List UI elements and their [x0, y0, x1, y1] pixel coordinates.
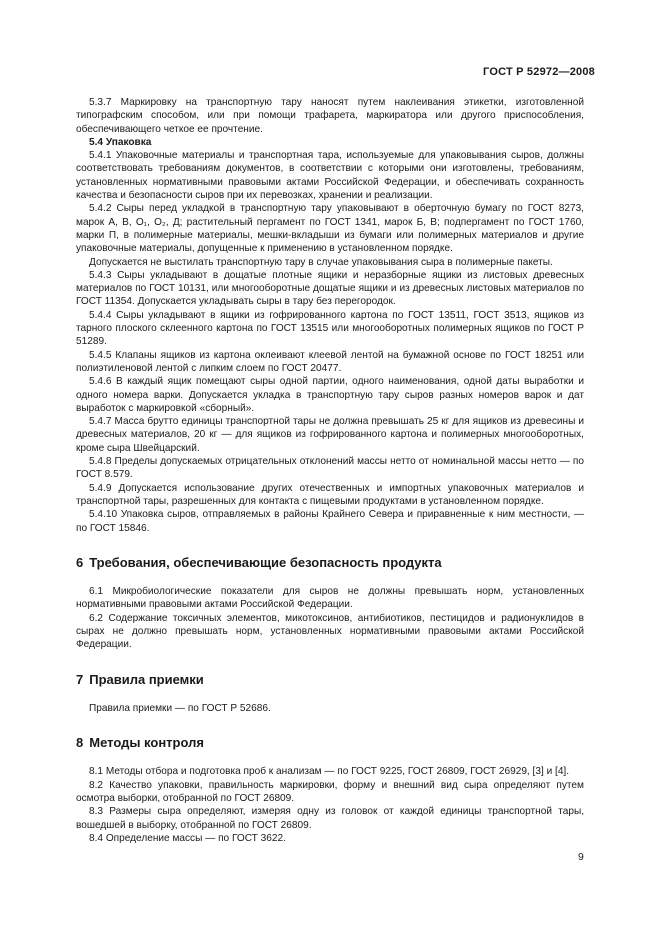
section-heading-7 — [76, 673, 584, 686]
standard-code: ГОСТ Р 52972—2008 — [483, 66, 595, 78]
paragraph-5-3-7: 5.3.7 Маркировку на транспортную тару наносят путем наклеивания этикетки, изготовленной типографским способом, или при помощи трафарета, маркиратора или другого приспособления, обеспечивающего четкое ее прочтение. — [76, 97, 584, 135]
section-number: 8 — [76, 735, 84, 751]
section-title: Методы контроля — [89, 735, 204, 751]
paragraph-5-4-8: 5.4.8 Пределы допускаемых отрицательных отклонений массы нетто от номинальной массы нетто — по ГОСТ 8.579. — [76, 456, 584, 481]
page-content — [76, 96, 584, 845]
paragraph-8-1: 8.1 Методы отбора и подготовка проб к анализам — по ГОСТ 9225, ГОСТ 26809, ГОСТ 26929, [3] и [4]. — [89, 766, 570, 778]
paragraph-5-4-4: 5.4.4 Сыры укладывают в ящики из гофрированного картона по ГОСТ 13511, ГОСТ 3513, ящиков из тарного плоского склеенного картона по ГОСТ 13515 или многооборотных полимерных ящиков по ГОСТ Р 51289. — [76, 309, 584, 348]
paragraph-5-4-6: 5.4.6 В каждый ящик помещают сыры одной партии, одного наименования, одной даты выработки и одного номера варки. Допускается укладка в транспортную тару сыров разных номеров варок и дат выработок с маркировкой «сборный». — [76, 376, 584, 414]
paragraph-6-2: 6.2 Содержание токсичных элементов, микотоксинов, антибиотиков, пестицидов и радионуклидов в сырах не должно превышать норм, установленных нормативными правовыми актами Российской Федерации. — [76, 612, 584, 651]
paragraph-5-4-9: 5.4.9 Допускается использование других отечественных и импортных упаковочных материалов и транспортной тары, разрешенных для контакта с пищевыми продуктами в установленном порядке. — [76, 482, 584, 507]
paragraph-8-3: 8.3 Размеры сыра определяют, измеряя одну из головок от каждой единицы транспортной тары, вошедшей в выборку, отобранной по ГОСТ 26809. — [76, 806, 584, 831]
section-heading-8 — [76, 736, 584, 749]
section-number: 7 — [76, 671, 84, 687]
paragraph-7: Правила приемки — по ГОСТ Р 52686. — [89, 702, 271, 714]
paragraph-8-4: 8.4 Определение массы — по ГОСТ 3622. — [89, 832, 286, 844]
section-number: 6 — [76, 554, 84, 570]
paragraph-6-1: 6.1 Микробиологические показатели для сыров не должны превышать норм, установленных нормативными правовыми актами Российской Федерации. — [76, 586, 584, 611]
section-title: Требования, обеспечивающие безопасность продукта — [89, 554, 442, 570]
paragraph-5-4-5: 5.4.5 Клапаны ящиков из картона оклеивают клеевой лентой на бумажной основе по ГОСТ 18251 или полиэтиленовой лентой с липким слоем по ГОСТ 20477. — [76, 349, 584, 374]
paragraph-5-4-2: 5.4.2 Сыры перед укладкой в транспортную тару упаковывают в оберточную бумагу по ГОСТ 8273, марок А, В, О₁, О₂, Д; растительный пергамент по ГОСТ 1341, марок Б, В; подпергамент по ГОСТ 1760, марки П, в полимерные материалы, мешки-вкладыши из бумаги или полимерных материалов и другие упаковочные материалы, допущенные к применению в установленном порядке. — [76, 203, 584, 255]
paragraph-5-4-3: 5.4.3 Сыры укладывают в дощатые плотные ящики и неразборные ящики из листовых древесных материалов по ГОСТ 10131, или многооборотные дощатые ящики и из древесных листовых материалов по ГОСТ 11354. Допускается укладывать сыры в тару без перегородок. — [76, 269, 584, 308]
paragraph-5-4-10: 5.4.10 Упаковка сыров, отправляемых в районы Крайнего Севера и приравненные к ним местности, — по ГОСТ 15846. — [76, 509, 584, 534]
section-title: Правила приемки — [89, 671, 204, 687]
paragraph-5-4-2-note: Допускается не выстилать транспортную тару в случае упаковывания сыра в полимерные пакеты. — [89, 256, 553, 268]
paragraph-8-2: 8.2 Качество упаковки, правильность маркировки, форму и внешний вид сыра определяют путем осмотра выборки, отобранной по ГОСТ 26809. — [76, 779, 584, 805]
subsection-heading-5-4: 5.4 Упаковка — [89, 136, 152, 148]
section-heading-6 — [76, 556, 584, 569]
paragraph-5-4-1: 5.4.1 Упаковочные материалы и транспортная тара, используемые для упаковывания сыров, должны соответствовать требованиям документов, в соответствии с которыми они изготовлены, требованиям, установленных нормативными правовыми актами Российской Федерации, и обеспечивать сохранность качества и безопасности сыров при их перевозках, хранении и реализации. — [76, 150, 584, 202]
page-number: 9 — [578, 851, 584, 863]
paragraph-5-4-7: 5.4.7 Масса брутто единицы транспортной тары не должна превышать 25 кг для ящиков из древесины и древесных материалов, 20 кг — для ящиков из гофрированного картона и полимерных многооборотных, кроме сыра Швейцарский. — [76, 416, 584, 454]
